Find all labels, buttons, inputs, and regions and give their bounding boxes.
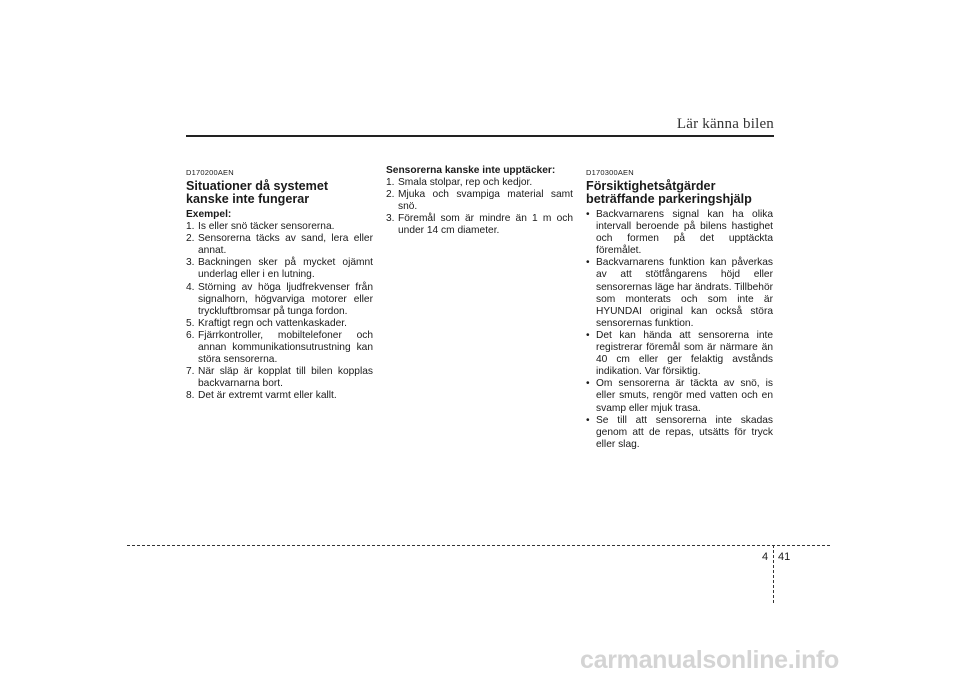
left-column [186,168,373,403]
list-item [186,221,373,233]
subheading: Sensorerna kanske inte upptäcker: [386,165,556,176]
item-text: Fjärrkontroller, mobiltelefoner och annan kommunikationsutrustning kan störa sensorerna. [198,329,373,366]
right-column [586,168,773,451]
item-text: Mjuka och svampiga material samt snö. [398,189,573,213]
item-number: 2. [386,189,395,201]
section-code: D170200AEN [186,168,234,177]
item-text: Föremål som är mindre än 1 m och under 14 cm diameter. [398,213,573,237]
item-number: 8. [186,390,195,402]
list-item [586,257,773,330]
item-text: Backvarnarens signal kan ha olika intervall beroende på bilens hastighet och formen på det upptäckta föremålet. [596,209,773,257]
bullet-icon: • [586,209,590,220]
section-number: 4 [762,551,769,563]
item-text: Backningen sker på mycket ojämnt underlag eller i en lutning. [198,257,373,281]
middle-column [386,165,573,238]
page-number-divider [773,545,774,603]
section-code: D170300AEN [586,168,634,177]
item-number: 2. [186,233,195,245]
section-heading: Försiktighetsåtgärder beträffande parkeringshjälp [586,179,752,206]
bullet-icon: • [586,257,590,269]
list-item [186,282,373,318]
list-item [186,390,373,402]
bullet-icon: • [586,414,590,426]
item-text: Smala stolpar, rep och kedjor. [398,177,533,189]
item-text: Is eller snö täcker sensorerna. [198,221,335,233]
item-number: 3. [186,257,195,269]
watermark: carmanualsonline.info [580,646,840,674]
list-item [386,213,573,237]
list-item [586,378,773,414]
item-text: Störning av höga ljudfrekvenser från signalhorn, högvarviga motorer eller tryckluftbromsar på tunga fordon. [198,281,373,317]
list-item [586,209,773,257]
item-number: 1. [386,177,395,189]
item-number: 1. [186,221,195,233]
item-number: 7. [186,366,195,378]
section-title: Lär känna bilen [676,116,774,132]
bullet-icon: • [586,329,590,341]
list-item [586,330,773,378]
numbered-list [386,177,573,237]
bullet-list [586,209,773,451]
item-text: Det är extremt varmt eller kallt. [198,390,337,402]
list-item [186,257,373,281]
list-item [386,177,573,189]
list-item [186,366,373,390]
item-number: 5. [186,317,195,329]
list-item [586,415,773,451]
bullet-icon: • [586,378,590,390]
item-number: 3. [386,213,395,225]
list-item [186,233,373,257]
list-item [186,318,373,330]
list-item [186,330,373,366]
section-heading: Situationer då systemet kanske inte fungerar [186,179,329,206]
footer-rule [127,545,830,546]
numbered-list [186,221,373,402]
item-text: Om sensorerna är täckta av snö, is eller smuts, rengör med vatten och en svamp eller mjuk trasa. [596,378,773,414]
item-text: Sensorerna täcks av sand, lera eller annat. [198,233,373,257]
item-text: När släp är kopplat till bilen kopplas backvarnarna bort. [198,366,373,390]
header-rule [186,135,774,137]
item-text: Det kan hända att sensorerna inte registrerar föremål som är närmare än 40 cm eller ger felaktig avstånds indikation. Var försiktig. [596,329,773,378]
item-number: 6. [186,329,195,341]
list-item [386,189,573,213]
item-text: Backvarnarens funktion kan påverkas av att stötfångarens höjd eller sensorernas läge har ändrats. Tillbehör som monterats och som inte är HYUNDAI original kan också störa sensorernas funktion. [596,257,773,329]
item-number: 4. [186,281,195,293]
item-text: Se till att sensorerna inte skadas genom att de repas, utsätts för tryck eller slag. [596,414,773,450]
item-text: Kraftigt regn och vattenkaskader. [198,317,347,329]
page-number: 41 [778,551,791,563]
subheading: Exempel: [186,209,232,220]
